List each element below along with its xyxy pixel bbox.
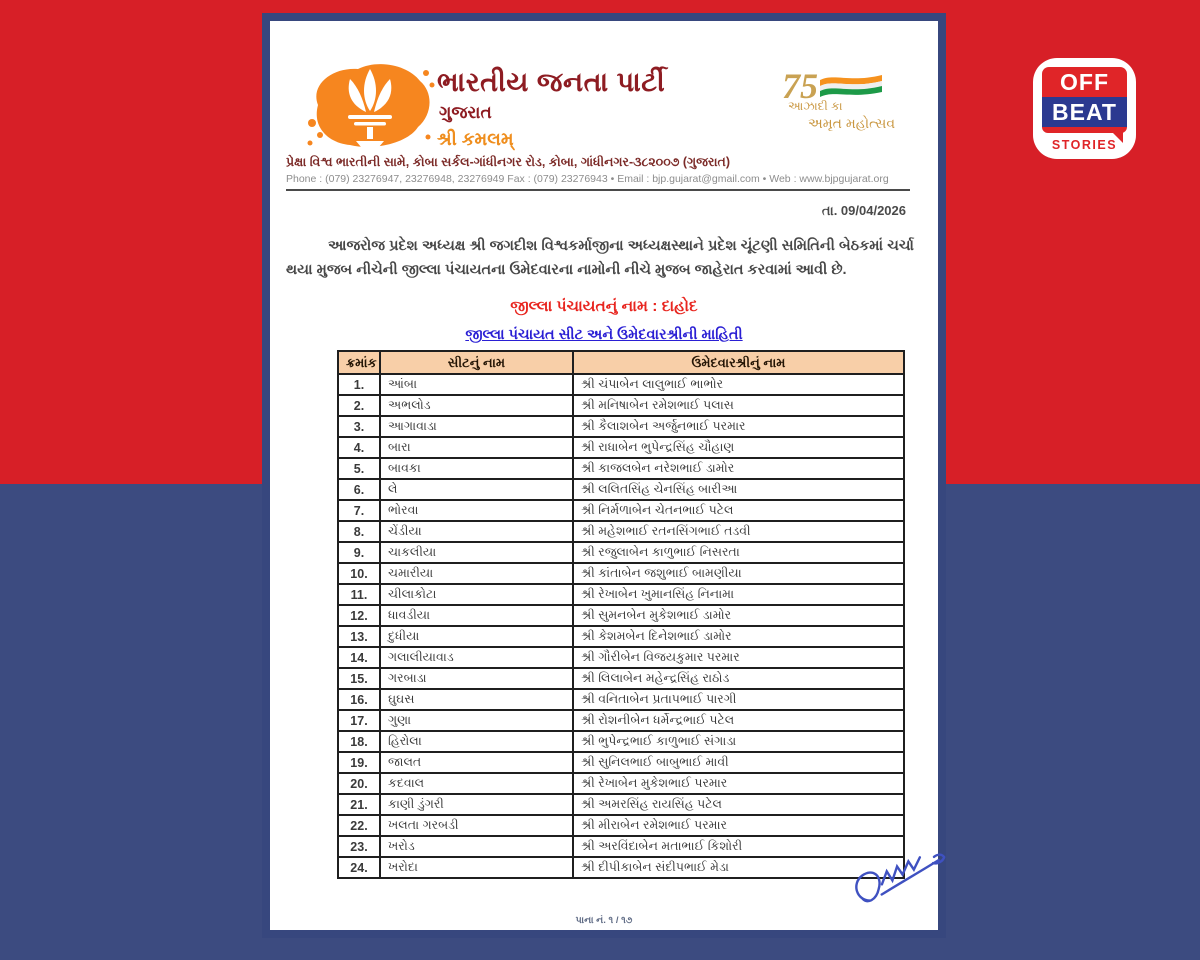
- candidate-cell: શ્રી ભુપેન્દ્રભાઈ કાળુભાઈ સંગાડા: [573, 731, 904, 752]
- candidate-cell: શ્રી રોશનીબેન ધર્મેન્દ્રભાઈ પટેલ: [573, 710, 904, 731]
- candidate-cell: શ્રી રાધાબેન ભુપેન્દ્રસિંહ ચૌહાણ: [573, 437, 904, 458]
- document-page-inner: [270, 21, 938, 930]
- party-name: ભારતીય જનતા પાર્ટી: [437, 67, 666, 97]
- amrit-75-text: 75: [782, 66, 818, 106]
- table-row: [338, 626, 904, 647]
- intro-paragraph: આજરોજ પ્રદેશ અધ્યક્ષ શ્રી જગદીશ વિશ્વકર્માજીના અધ્યક્ષસ્થાને પ્રદેશ ચૂંટણી સમિતિની બેઠકમાં ચર્ચા થયા મુજબ નીચેની જીલ્લા પંચાયતના ઉમેદવારના નામોની નીચે મુજબ જાહેરાત કરવામાં આવી છે.: [286, 238, 914, 278]
- table-row: [338, 374, 904, 395]
- candidate-cell: શ્રી દીપીકાબેન સંદીપભાઈ મેડા: [573, 857, 904, 878]
- seat-cell: ઘુઘસ: [380, 689, 573, 710]
- page-number: પાના નં. ૧ / ૧૭: [575, 915, 633, 926]
- candidate-cell: શ્રી વનિતાબેન પ્રતાપભાઈ પારગી: [573, 689, 904, 710]
- date-line: તા. 09/04/2026: [821, 203, 906, 218]
- seat-cell: કદવાલ: [380, 773, 573, 794]
- serial-cell: 17.: [338, 710, 380, 731]
- candidate-cell: શ્રી અરવિંદાબેન મતાભાઈ કિશોરી: [573, 836, 904, 857]
- bjp-lotus-logo-icon: [304, 57, 436, 155]
- candidate-cell: શ્રી લલિતસિંહ ચેનસિંહ બારીઆ: [573, 479, 904, 500]
- serial-cell: 16.: [338, 689, 380, 710]
- table-row: [338, 668, 904, 689]
- seat-cell: આગાવાડા: [380, 416, 573, 437]
- serial-cell: 21.: [338, 794, 380, 815]
- serial-cell: 13.: [338, 626, 380, 647]
- serial-cell: 8.: [338, 521, 380, 542]
- table-row: [338, 563, 904, 584]
- candidate-table-head: [338, 351, 904, 374]
- candidate-cell: શ્રી સુમનબેન મુકેશભાઈ ડામોર: [573, 605, 904, 626]
- seat-cell: અભલોડ: [380, 395, 573, 416]
- seat-cell: ખલતા ગરબડી: [380, 815, 573, 836]
- seat-cell: ચીલાકોટા: [380, 584, 573, 605]
- table-row: [338, 773, 904, 794]
- candidate-cell: શ્રી મહેશભાઈ રતનસિંગભાઈ તડવી: [573, 521, 904, 542]
- table-row: [338, 605, 904, 626]
- serial-cell: 5.: [338, 458, 380, 479]
- seat-cell: ભોરવા: [380, 500, 573, 521]
- serial-cell: 4.: [338, 437, 380, 458]
- table-row: [338, 815, 904, 836]
- table-row: [338, 584, 904, 605]
- table-title-link-text[interactable]: જીલ્લા પંચાયત સીટ અને ઉમેદવારશ્રીની માહિતી: [465, 327, 743, 343]
- seat-cell: કાણી ડુંગરી: [380, 794, 573, 815]
- candidate-table-body: [338, 374, 904, 878]
- table-title-link[interactable]: [270, 327, 938, 343]
- serial-cell: 20.: [338, 773, 380, 794]
- table-row: [338, 458, 904, 479]
- amrit-mahotsav-logo: [782, 66, 922, 132]
- seat-cell: બારા: [380, 437, 573, 458]
- table-row: [338, 647, 904, 668]
- office-address: પ્રેક્ષા વિશ્વ ભારતીની સામે, કોબા સર્કલ-ગાંધીનગર રોડ, કોબા, ગાંધીનગર-૩૮૨૦૦૭ (ગુજરાત): [286, 155, 730, 169]
- serial-cell: 18.: [338, 731, 380, 752]
- serial-cell: 11.: [338, 584, 380, 605]
- table-row: [338, 395, 904, 416]
- serial-cell: 23.: [338, 836, 380, 857]
- table-row: [338, 857, 904, 878]
- candidate-cell: શ્રી સુનિલભાઈ બાબુભાઈ માવી: [573, 752, 904, 773]
- header-serial: ક્રમાંક: [338, 351, 380, 374]
- seat-cell: ગરબાડા: [380, 668, 573, 689]
- candidate-cell: શ્રી કેશમબેન દિનેશભાઈ ડામોર: [573, 626, 904, 647]
- header-row: [338, 351, 904, 374]
- seat-cell: જાલત: [380, 752, 573, 773]
- seat-cell: આંબા: [380, 374, 573, 395]
- party-office-name: શ્રી કમલમ્: [437, 129, 514, 149]
- candidate-cell: શ્રી ગૌરીબેન વિજયકુમાર પરમાર: [573, 647, 904, 668]
- offbeat-off-text: OFF: [1042, 67, 1127, 97]
- table-row: [338, 689, 904, 710]
- candidate-cell: શ્રી મનિષાબેન રમેશભાઈ પલાસ: [573, 395, 904, 416]
- party-state: ગુજરાત: [439, 103, 492, 122]
- serial-cell: 6.: [338, 479, 380, 500]
- letterhead-divider: [286, 189, 910, 191]
- seat-cell: ચેંડીયા: [380, 521, 573, 542]
- table-row: [338, 542, 904, 563]
- seat-cell: દુધીયા: [380, 626, 573, 647]
- candidate-cell: શ્રી રજુલાબેન કાળુભાઈ નિસરતા: [573, 542, 904, 563]
- seat-cell: ખરોદા: [380, 857, 573, 878]
- seat-cell: ખરોડ: [380, 836, 573, 857]
- header-candidate-name: ઉમેદવારશ્રીનું નામ: [573, 351, 904, 374]
- serial-cell: 15.: [338, 668, 380, 689]
- table-row: [338, 521, 904, 542]
- table-row: [338, 416, 904, 437]
- table-row: [338, 710, 904, 731]
- offbeat-bubble-tail: [1112, 132, 1123, 143]
- offbeat-stories-logo: [1033, 58, 1136, 159]
- seat-cell: લે: [380, 479, 573, 500]
- seat-cell: ચમારીયા: [380, 563, 573, 584]
- candidate-cell: શ્રી લિલાબેન મહેન્દ્રસિંહ રાઠોડ: [573, 668, 904, 689]
- serial-cell: 9.: [338, 542, 380, 563]
- offbeat-bubble-bottom: [1042, 127, 1127, 133]
- seat-cell: ગલાલીયાવાડ: [380, 647, 573, 668]
- candidate-cell: શ્રી કાજલબેન નરેશભાઈ ડામોર: [573, 458, 904, 479]
- candidate-table: [337, 350, 905, 879]
- table-row: [338, 752, 904, 773]
- serial-cell: 24.: [338, 857, 380, 878]
- candidate-cell: શ્રી કૈલાશબેન અર્જુનભાઈ પરમાર: [573, 416, 904, 437]
- offbeat-stories-text: STORIES: [1051, 138, 1118, 152]
- amrit-line1: આઝાદી કા: [788, 99, 843, 113]
- seat-cell: ધાવડીયા: [380, 605, 573, 626]
- candidate-cell: શ્રી અમરસિંહ રાયસિંહ પટેલ: [573, 794, 904, 815]
- table-row: [338, 437, 904, 458]
- candidate-cell: શ્રી ચંપાબેન લાલુભાઈ ભાભોર: [573, 374, 904, 395]
- table-row: [338, 500, 904, 521]
- serial-cell: 22.: [338, 815, 380, 836]
- amrit-line2: અમૃત મહોત્સવ: [808, 115, 896, 131]
- serial-cell: 3.: [338, 416, 380, 437]
- candidate-cell: શ્રી કાંતાબેન જશુભાઈ બામણીયા: [573, 563, 904, 584]
- candidate-cell: શ્રી નિર્મળાબેન ચેતનભાઈ પટેલ: [573, 500, 904, 521]
- candidate-cell: શ્રી રેખાબેન મુકેશભાઈ પરમાર: [573, 773, 904, 794]
- seat-cell: હિરોલા: [380, 731, 573, 752]
- serial-cell: 10.: [338, 563, 380, 584]
- serial-cell: 7.: [338, 500, 380, 521]
- district-heading: જીલ્લા પંચાયતનું નામ : દાહોદ: [510, 298, 698, 315]
- header-seat-name: સીટનું નામ: [380, 351, 573, 374]
- document-page: [262, 13, 946, 938]
- seat-cell: ગુણા: [380, 710, 573, 731]
- table-row: [338, 479, 904, 500]
- serial-cell: 14.: [338, 647, 380, 668]
- seat-cell: બાવકા: [380, 458, 573, 479]
- tricolor-flag-icon: [820, 73, 884, 99]
- serial-cell: 12.: [338, 605, 380, 626]
- office-contact-line: Phone : (079) 23276947, 23276948, 23276949 Fax : (079) 23276943 • Email : bjp.gujarat@gmail.com • Web : www.bjpgujarat.org: [286, 173, 889, 185]
- serial-cell: 1.: [338, 374, 380, 395]
- serial-cell: 19.: [338, 752, 380, 773]
- table-row: [338, 731, 904, 752]
- offbeat-beat-text: BEAT: [1042, 97, 1127, 127]
- candidate-cell: શ્રી રેખાબેન ખુમાનસિંહ નિનામા: [573, 584, 904, 605]
- serial-cell: 2.: [338, 395, 380, 416]
- table-row: [338, 794, 904, 815]
- table-row: [338, 836, 904, 857]
- candidate-cell: શ્રી મીરાબેન રમેશભાઈ પરમાર: [573, 815, 904, 836]
- seat-cell: ચાકલીયા: [380, 542, 573, 563]
